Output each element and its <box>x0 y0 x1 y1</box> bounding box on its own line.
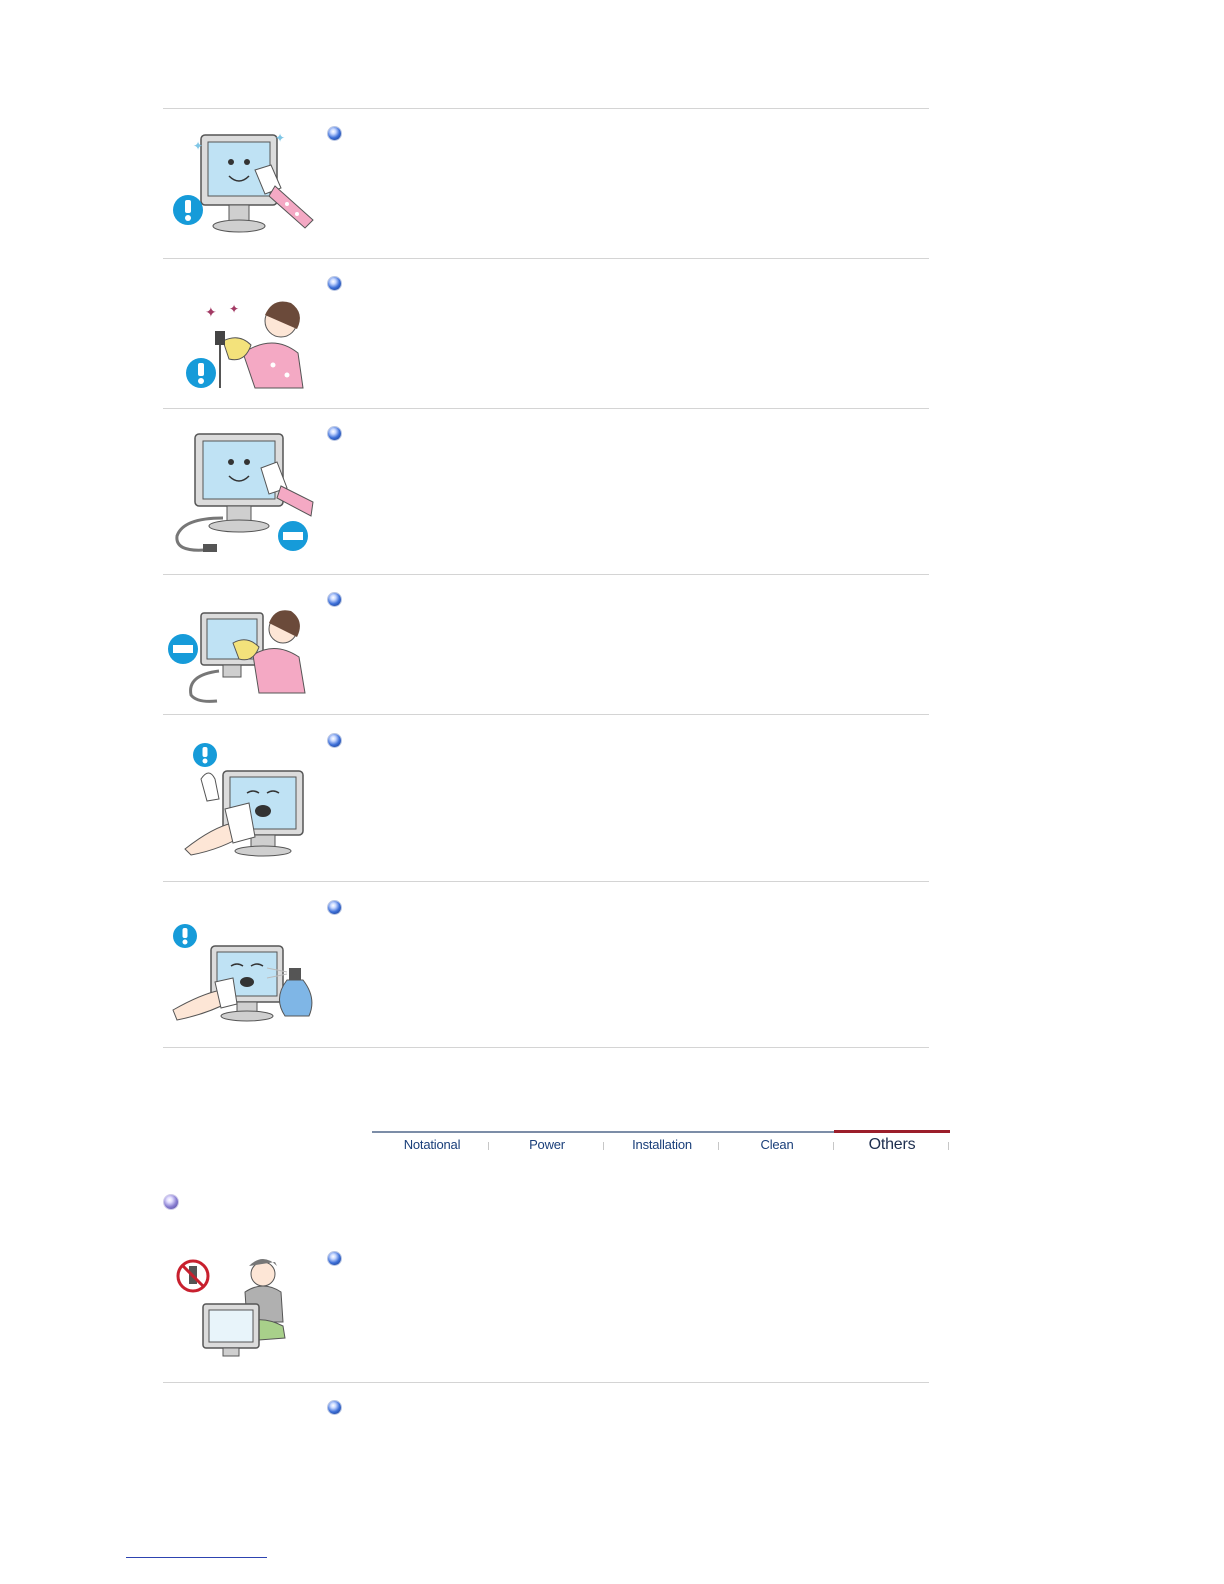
monitor-sprayed-with-cleaner-illustration <box>163 910 315 1040</box>
no-disassembly-icon <box>178 1261 208 1291</box>
list-bullet-icon <box>328 427 341 440</box>
row-divider <box>163 108 929 109</box>
tab-active-indicator <box>834 1130 950 1133</box>
svg-text:✦: ✦ <box>205 305 217 321</box>
list-bullet-icon <box>328 734 341 747</box>
tab-clean[interactable]: Clean <box>760 1137 794 1152</box>
section-heading-bullet-icon <box>164 1195 178 1209</box>
unplug-icon <box>168 634 198 664</box>
svg-text:✦: ✦ <box>229 302 240 316</box>
tab-others[interactable]: Others <box>868 1136 916 1153</box>
list-bullet-icon <box>328 593 341 606</box>
row-divider <box>163 881 929 882</box>
row-divider <box>163 574 929 575</box>
row-divider <box>163 1382 929 1383</box>
section-tab-bar <box>372 1128 950 1158</box>
monitor-wiped-with-tissue-illustration <box>163 736 315 866</box>
unplug-icon <box>278 521 308 551</box>
list-bullet-icon <box>328 901 341 914</box>
list-bullet-icon <box>328 1401 341 1414</box>
mandatory-exclamation-icon <box>173 924 197 948</box>
tab-power[interactable]: Power <box>529 1137 565 1152</box>
row-divider <box>163 258 929 259</box>
svg-text:✦: ✦ <box>193 139 204 153</box>
row-divider <box>163 1047 929 1048</box>
do-not-disassemble-illustration <box>163 1252 315 1364</box>
tab-installation[interactable]: Installation <box>632 1137 692 1152</box>
tab-separator <box>948 1142 949 1150</box>
row-divider <box>163 408 929 409</box>
mandatory-exclamation-icon <box>193 743 217 767</box>
woman-wiping-unplugged-monitor-illustration <box>163 590 315 720</box>
woman-cleaning-power-plug-mandatory-illustration <box>163 278 315 408</box>
tab-bar-line <box>372 1131 834 1133</box>
list-bullet-icon <box>328 1252 341 1265</box>
footer-link-underline[interactable] <box>126 1557 267 1558</box>
monitor-being-wiped-mandatory-illustration <box>163 120 315 250</box>
row-divider <box>163 714 929 715</box>
tab-notational[interactable]: Notational <box>403 1137 461 1152</box>
mandatory-exclamation-icon <box>173 195 203 225</box>
svg-text:✦: ✦ <box>275 131 286 145</box>
list-bullet-icon <box>328 127 341 140</box>
list-bullet-icon <box>328 277 341 290</box>
mandatory-exclamation-icon <box>186 358 216 388</box>
monitor-unplugged-cleaning-illustration <box>163 428 315 558</box>
